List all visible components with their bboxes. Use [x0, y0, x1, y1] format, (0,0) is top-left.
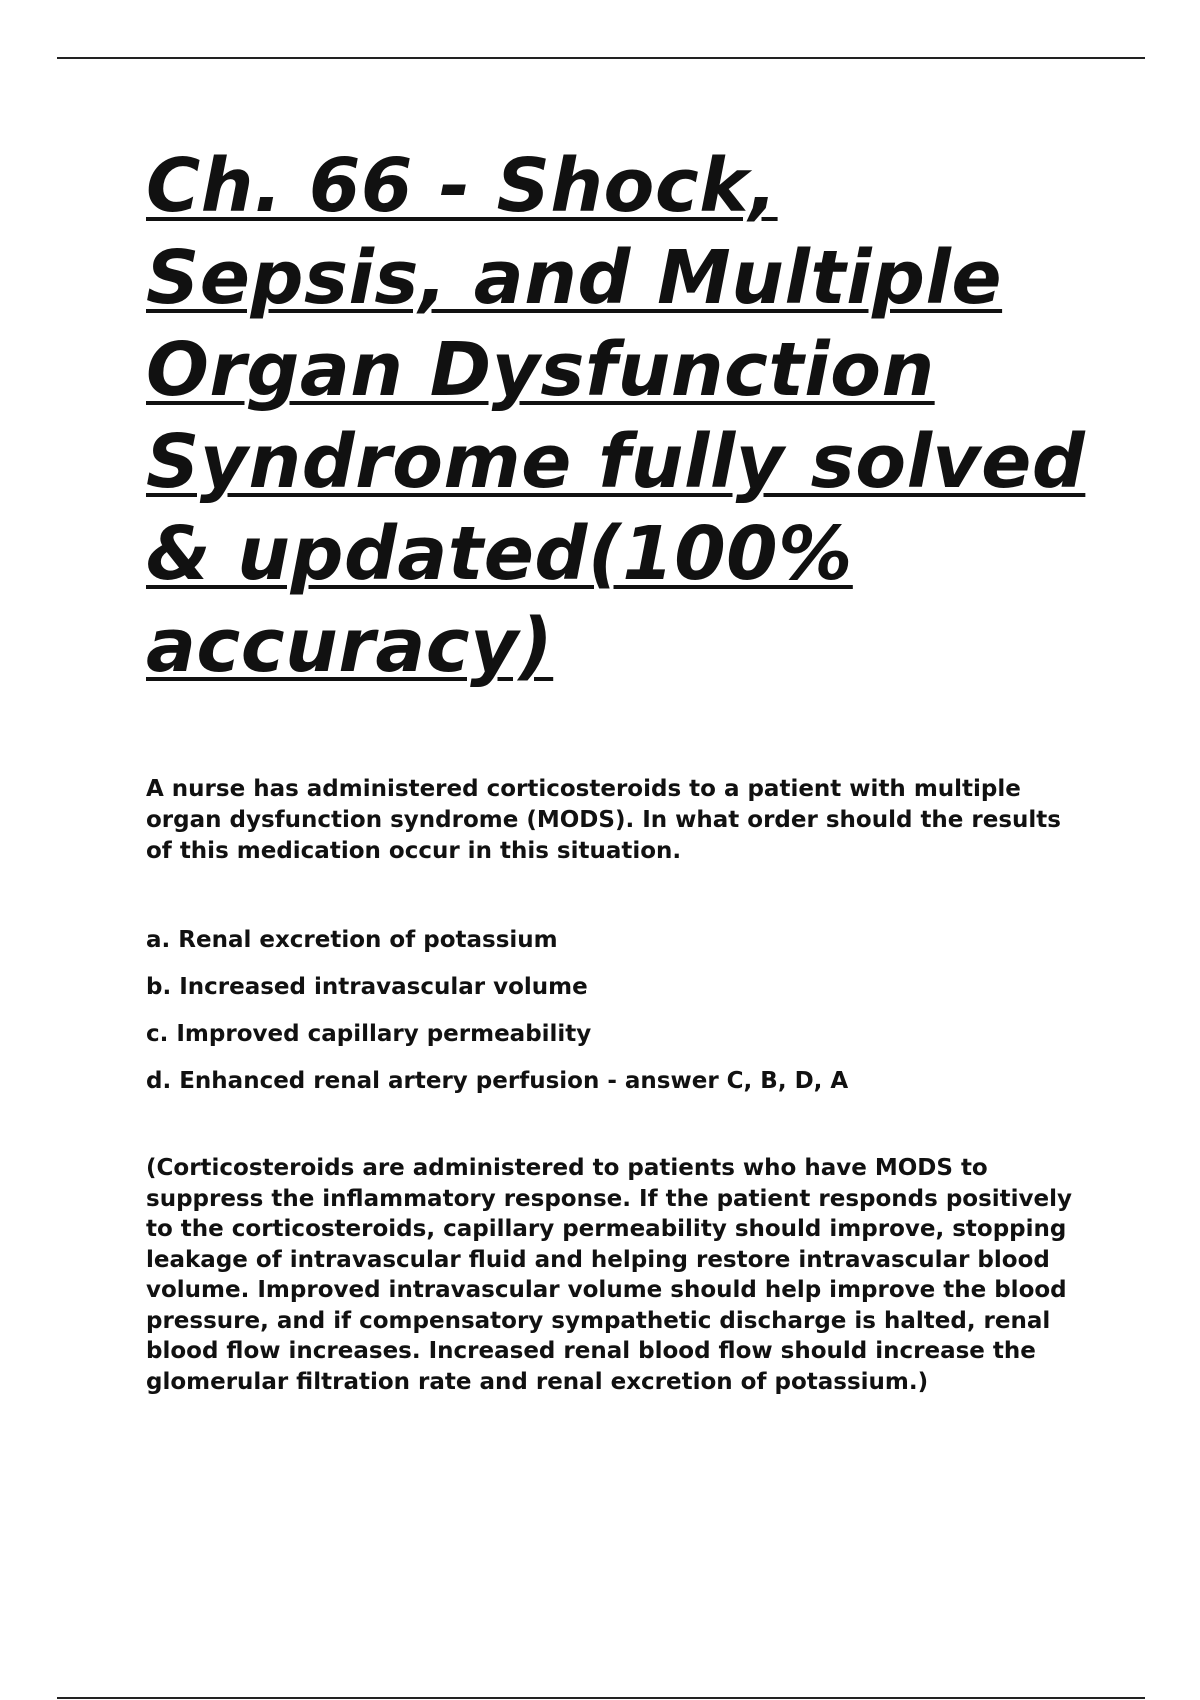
question-text: A nurse has administered corticosteroids to a patient with multiple organ dysfunction syndrome (MODS). In what order should the results of this medication occur in this situation. [146, 776, 1061, 864]
option-c: c. Improved capillary permeability [146, 1021, 592, 1047]
top-rule [57, 57, 1145, 59]
option-a: a. Renal excretion of potassium [146, 927, 558, 953]
document-title: Ch. 66 - Shock, Sepsis, and Multiple Organ Dysfunction Syndrome fully solved & updated(100% accuracy) [146, 143, 1086, 689]
answer-options [146, 925, 1086, 1097]
option-d: d. Enhanced renal artery perfusion - answer C, B, D, A [146, 1068, 849, 1094]
answer-explanation: (Corticosteroids are administered to patients who have MODS to suppress the inflammatory response. If the patient responds positively to the corticosteroids, capillary permeability should improve, stopping leakage of intravascular fluid and helping restore intravascular blood volume. Improved intravascular volume should help improve the blood pressure, and if compensatory sympathetic discharge is halted, renal blood flow increases. Increased renal blood flow should increase the glomerular filtration rate and renal excretion of potassium.) [146, 1155, 1073, 1395]
bottom-rule [57, 1697, 1145, 1699]
option-b: b. Increased intravascular volume [146, 974, 588, 1000]
document-body [146, 140, 1086, 1397]
